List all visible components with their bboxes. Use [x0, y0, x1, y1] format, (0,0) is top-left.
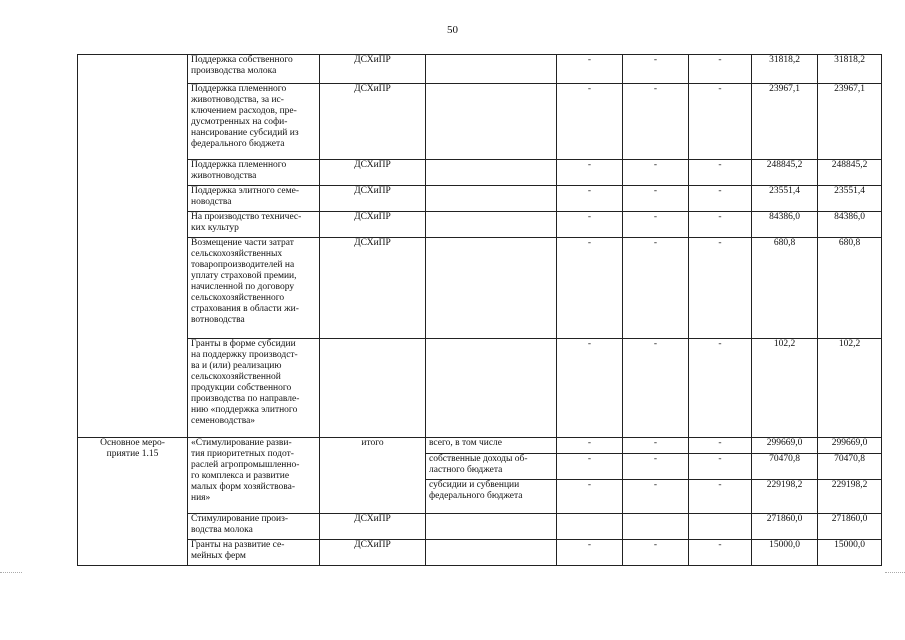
- row-name: Возмещение части затрат сельскохозяйственных товаропроизводителей на уплату страховой премии, начисленной по договору сельскохозяйственного страхования в области жи- вотноводства: [191, 238, 299, 325]
- row-name: Поддержка племенного животноводства: [191, 160, 287, 181]
- page-number: 50: [447, 24, 458, 36]
- row-value-2: [623, 514, 689, 540]
- table-row: [78, 160, 882, 186]
- row-value-2: -: [623, 540, 689, 566]
- row-value-3: -: [689, 160, 752, 186]
- row-value-3: -: [689, 480, 752, 514]
- table-row: [78, 186, 882, 212]
- row-value-4: 84386,0: [752, 212, 818, 238]
- row-value-3: -: [689, 212, 752, 238]
- table-row: [78, 238, 882, 339]
- row-value-5: 229198,2: [818, 480, 882, 514]
- row-value-3: -: [689, 186, 752, 212]
- row-value-3: -: [689, 238, 752, 339]
- row-value-1: -: [557, 480, 623, 514]
- row-source: [426, 55, 557, 84]
- row-value-4: 680,8: [752, 238, 818, 339]
- main-event-label: Основное меро- приятие 1.15: [100, 438, 165, 459]
- row-executor: ДСХиПР: [320, 540, 426, 566]
- scan-edge-line-left: [0, 572, 22, 573]
- row-value-1: -: [557, 540, 623, 566]
- row-value-5: 248845,2: [818, 160, 882, 186]
- row-value-4: 248845,2: [752, 160, 818, 186]
- row-source: собственные доходы об- ластного бюджета: [429, 454, 528, 475]
- row-value-5: 70470,8: [818, 454, 882, 480]
- row-value-4: 23551,4: [752, 186, 818, 212]
- main-event-name: «Стимулирование разви- тия приоритетных подот- раслей агропромышленно- го комплекса и развитие малых форм хозяйствова- ния»: [191, 438, 300, 503]
- row-source: [426, 339, 557, 438]
- row-name: На производство техничес- ких культур: [191, 212, 302, 233]
- row-value-5: 680,8: [818, 238, 882, 339]
- row-source: [426, 160, 557, 186]
- row-name: Поддержка элитного семе- новодства: [191, 186, 300, 207]
- row-value-3: -: [689, 84, 752, 160]
- row-source: субсидии и субвенции федерального бюджета: [429, 480, 523, 501]
- row-value-2: -: [623, 55, 689, 84]
- group-cell-empty: [78, 55, 188, 438]
- row-source: [426, 212, 557, 238]
- main-event-executor: итого: [320, 438, 426, 514]
- row-value-3: [689, 514, 752, 540]
- row-value-2: -: [623, 186, 689, 212]
- row-value-4: 31818,2: [752, 55, 818, 84]
- row-value-4: 299669,0: [752, 438, 818, 454]
- row-value-2: -: [623, 454, 689, 480]
- row-value-4: 271860,0: [752, 514, 818, 540]
- table-row: [78, 55, 882, 84]
- row-value-4: 70470,8: [752, 454, 818, 480]
- row-value-4: 15000,0: [752, 540, 818, 566]
- row-executor: [320, 339, 426, 438]
- row-name: Поддержка собственного производства молока: [191, 55, 293, 76]
- row-source: [426, 238, 557, 339]
- row-value-1: -: [557, 55, 623, 84]
- table-row: [78, 540, 882, 566]
- row-name: Гранты на развитие се- мейных ферм: [191, 540, 285, 561]
- row-executor: ДСХиПР: [320, 186, 426, 212]
- row-value-1: -: [557, 212, 623, 238]
- row-source: [426, 186, 557, 212]
- row-source: [426, 514, 557, 540]
- row-executor: ДСХиПР: [320, 238, 426, 339]
- row-value-5: 84386,0: [818, 212, 882, 238]
- row-value-2: -: [623, 160, 689, 186]
- row-value-5: 23967,1: [818, 84, 882, 160]
- row-executor: ДСХиПР: [320, 160, 426, 186]
- row-value-2: -: [623, 238, 689, 339]
- row-executor: ДСХиПР: [320, 212, 426, 238]
- table-row: [78, 339, 882, 438]
- row-value-1: -: [557, 160, 623, 186]
- budget-table: [77, 54, 882, 566]
- row-value-1: -: [557, 238, 623, 339]
- row-source: всего, в том числе: [429, 438, 503, 448]
- row-value-2: -: [623, 480, 689, 514]
- table-row: [78, 514, 882, 540]
- row-value-5: 31818,2: [818, 55, 882, 84]
- row-value-5: 271860,0: [818, 514, 882, 540]
- row-name: Гранты в форме субсидии на поддержку производст- ва и (или) реализацию сельскохозяйственной продукции собственного производства по направле- нию «поддержка элитного семеноводства»: [191, 339, 300, 426]
- scan-edge-line-right: [885, 572, 905, 573]
- row-value-2: -: [623, 339, 689, 438]
- row-value-4: 23967,1: [752, 84, 818, 160]
- table-row: [78, 212, 882, 238]
- row-value-5: 102,2: [818, 339, 882, 438]
- row-value-1: [557, 514, 623, 540]
- row-value-3: -: [689, 540, 752, 566]
- table-row: [78, 438, 882, 454]
- row-value-2: -: [623, 438, 689, 454]
- row-value-1: -: [557, 84, 623, 160]
- row-value-3: -: [689, 339, 752, 438]
- row-value-2: -: [623, 84, 689, 160]
- row-value-1: -: [557, 186, 623, 212]
- row-source: [426, 540, 557, 566]
- row-executor: ДСХиПР: [320, 84, 426, 160]
- row-value-1: -: [557, 454, 623, 480]
- row-name: Стимулирование произ- водства молока: [191, 514, 289, 535]
- row-value-3: -: [689, 454, 752, 480]
- row-value-3: -: [689, 438, 752, 454]
- row-value-4: 229198,2: [752, 480, 818, 514]
- row-name: Поддержка племенного животноводства, за ис- ключением расходов, пре- дусмотренных на софи- нансирование субсидий из федерального бюджета: [191, 84, 299, 149]
- row-value-1: -: [557, 339, 623, 438]
- row-value-5: 15000,0: [818, 540, 882, 566]
- row-value-4: 102,2: [752, 339, 818, 438]
- row-value-3: -: [689, 55, 752, 84]
- row-value-5: 23551,4: [818, 186, 882, 212]
- row-source: [426, 84, 557, 160]
- row-executor: ДСХиПР: [320, 55, 426, 84]
- row-value-1: -: [557, 438, 623, 454]
- table-row: [78, 84, 882, 160]
- row-value-2: -: [623, 212, 689, 238]
- row-value-5: 299669,0: [818, 438, 882, 454]
- row-executor: ДСХиПР: [320, 514, 426, 540]
